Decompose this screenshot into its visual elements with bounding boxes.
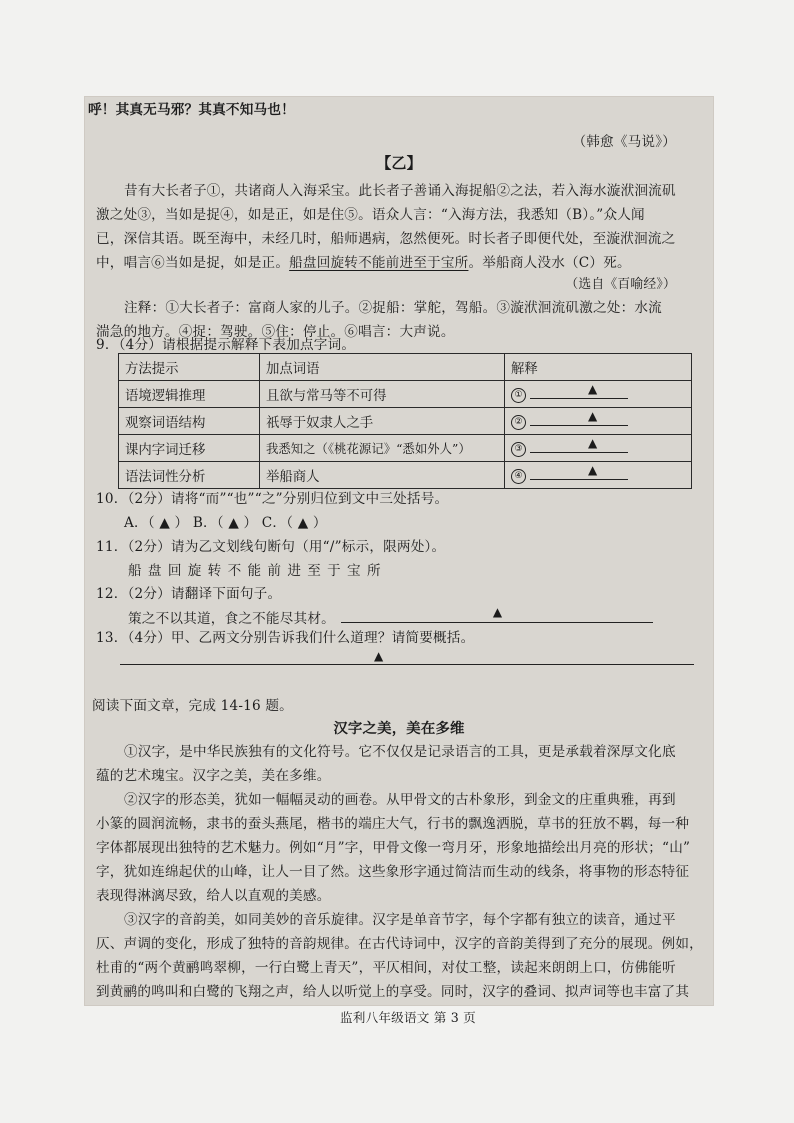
word-cell: 祇辱于奴隶人之手 xyxy=(260,408,505,435)
underlined-sentence: 船盘回旋转不能前进至于宝所 xyxy=(289,255,469,271)
question-11-sentence[interactable]: 船 盘 回 旋 转 不 能 前 进 至 于 宝 所 xyxy=(128,563,382,579)
question-13: 13．（4分）甲、乙两文分别告诉我们什么道理？请简要概括。 xyxy=(96,630,475,646)
question-10: 10．（2分）请将“而”“也”“之”分别归位到文中三处括号。 xyxy=(96,491,449,507)
triangle-icon: ▲ xyxy=(374,649,384,663)
word-cell: 举船商人 xyxy=(260,462,505,489)
question-9: 9．（4分）请根据提示解释下表加点字词。 xyxy=(96,337,356,353)
method-cell: 课内字词迁移 xyxy=(119,435,260,462)
answer-cell[interactable] xyxy=(505,408,692,435)
table-header: 方法提示 xyxy=(119,354,260,381)
answer-blank[interactable] xyxy=(530,462,628,480)
word-cell: 我悉知之（《桃花源记》“悉如外人”） xyxy=(260,435,505,462)
answer-number: ③ xyxy=(511,442,526,457)
passage-a-ending: 呼！其真无马邪？其真不知马也！ xyxy=(88,102,295,118)
triangle-icon: ▲ xyxy=(492,605,503,619)
annotation-line: 注释：①大长者子：富商人家的儿子。②捉船：掌舵，驾船。③漩洑洄流矶激之处：水流 xyxy=(124,300,662,316)
passage-b-line: 已，深信其语。既至海中，未经几时，船师遇病，忽然便死。时长者子即便代处，至漩洑洄流之 xyxy=(96,231,676,247)
reading-instruction: 阅读下面文章，完成 14-16 题。 xyxy=(92,698,293,714)
table-header: 加点词语 xyxy=(260,354,505,381)
triangle-icon: ▲ xyxy=(588,408,598,423)
table-row xyxy=(119,381,692,408)
table-header-row xyxy=(119,354,692,381)
annotation-line: 湍急的地方。④捉：驾驶。⑤住：停止。⑥唱言：大声说。 xyxy=(96,324,455,340)
method-cell: 语法词性分析 xyxy=(119,462,260,489)
table-row xyxy=(119,462,692,489)
table-row xyxy=(119,408,692,435)
answer-cell[interactable] xyxy=(505,435,692,462)
article-line: 蕴的艺术瑰宝。汉字之美，美在多维。 xyxy=(96,768,331,784)
question-13-answer-blank[interactable] xyxy=(120,649,694,665)
passage-b-heading: 【乙】 xyxy=(376,154,422,172)
passage-b-line: 昔有大长者子①，共诸商人入海采宝。此长者子善诵入海捉船②之法，若入海水漩洑洄流矶 xyxy=(124,183,676,199)
article-line: 字，犹如连绵起伏的山峰，让人一目了然。这些象形字通过简洁而生动的线条，将事物的形态特征 xyxy=(96,864,690,880)
passage-b-line xyxy=(96,257,631,271)
question-12: 12．（2分）请翻译下面句子。 xyxy=(96,586,282,602)
article-line: 字体都展现出独特的艺术魅力。例如“月”字，甲骨文像一弯月牙，形象地描绘出月亮的形状；“山” xyxy=(96,840,691,856)
triangle-icon: ▲ xyxy=(588,381,598,396)
question-12-answer-blank[interactable] xyxy=(341,605,653,623)
answer-cell[interactable] xyxy=(505,462,692,489)
article-line: 表现得淋漓尽致，给人以直观的美感。 xyxy=(96,888,331,904)
answer-number: ④ xyxy=(511,469,526,484)
vocab-table xyxy=(118,353,692,489)
article-line: 小篆的圆润流畅，隶书的蚕头燕尾，楷书的端庄大气，行书的飘逸洒脱，草书的狂放不羁，每一种 xyxy=(96,816,690,832)
question-12-sentence xyxy=(128,605,653,627)
word-cell: 且欲与常马等不可得 xyxy=(260,381,505,408)
article-line: 仄、声调的变化，形成了独特的音韵规律。在古代诗词中，汉字的音韵美得到了充分的展现。例如， xyxy=(96,936,703,952)
table-row xyxy=(119,435,692,462)
source-passage-b: （选自《百喻经》） xyxy=(565,277,676,292)
question-11: 11．（2分）请为乙文划线句断句（用“/”标示，限两处）。 xyxy=(96,539,446,555)
passage-b-text: 中，唱言⑥当如是捉，如是正。 xyxy=(96,255,290,271)
article-line: ①汉字，是中华民族独有的文化符号。它不仅仅是记录语言的工具，更是承载着深厚文化底 xyxy=(124,744,676,760)
answer-blank[interactable] xyxy=(530,381,628,399)
method-cell: 语境逻辑推理 xyxy=(119,381,260,408)
answer-blank[interactable] xyxy=(530,435,628,453)
question-12-text: 策之不以其道，食之不能尽其材。 xyxy=(128,611,335,627)
article-line: 到黄鹂的鸣叫和白鹭的飞翔之声，给人以听觉上的享受。同时，汉字的叠词、拟声词等也丰富了其 xyxy=(96,984,690,1000)
passage-b-text: 。举船商人没水（C）死。 xyxy=(468,255,631,271)
answer-cell[interactable] xyxy=(505,381,692,408)
source-passage-a: （韩愈《马说》） xyxy=(572,134,676,150)
article-line: 杜甫的“两个黄鹂鸣翠柳，一行白鹭上青天”，平仄相间，对仗工整，读起来朗朗上口，仿佛能听 xyxy=(96,960,676,976)
triangle-icon: ▲ xyxy=(588,435,598,450)
answer-blank[interactable] xyxy=(530,408,628,426)
method-cell: 观察词语结构 xyxy=(119,408,260,435)
passage-b-line: 激之处③，当如是捉④，如是正，如是住⑤。语众人言：“入海方法，我悉知（B）。”众人闻 xyxy=(96,207,645,223)
article-line: ②汉字的形态美，犹如一幅幅灵动的画卷。从甲骨文的古朴象形，到金文的庄重典雅，再到 xyxy=(124,792,676,808)
answer-number: ① xyxy=(511,388,526,403)
table-header: 解释 xyxy=(505,354,692,381)
exam-page xyxy=(84,96,714,1006)
triangle-icon: ▲ xyxy=(588,462,598,477)
answer-number: ② xyxy=(511,415,526,430)
article-title: 汉字之美，美在多维 xyxy=(333,720,465,737)
question-10-options[interactable]: A．（ ▲ ） B．（ ▲ ） C．（ ▲ ） xyxy=(124,515,327,531)
article-line: ③汉字的音韵美，如同美妙的音乐旋律。汉字是单音节字，每个字都有独立的读音，通过平 xyxy=(124,912,676,928)
page-footer: 监利八年级语文 第 3 页 xyxy=(340,1010,476,1025)
